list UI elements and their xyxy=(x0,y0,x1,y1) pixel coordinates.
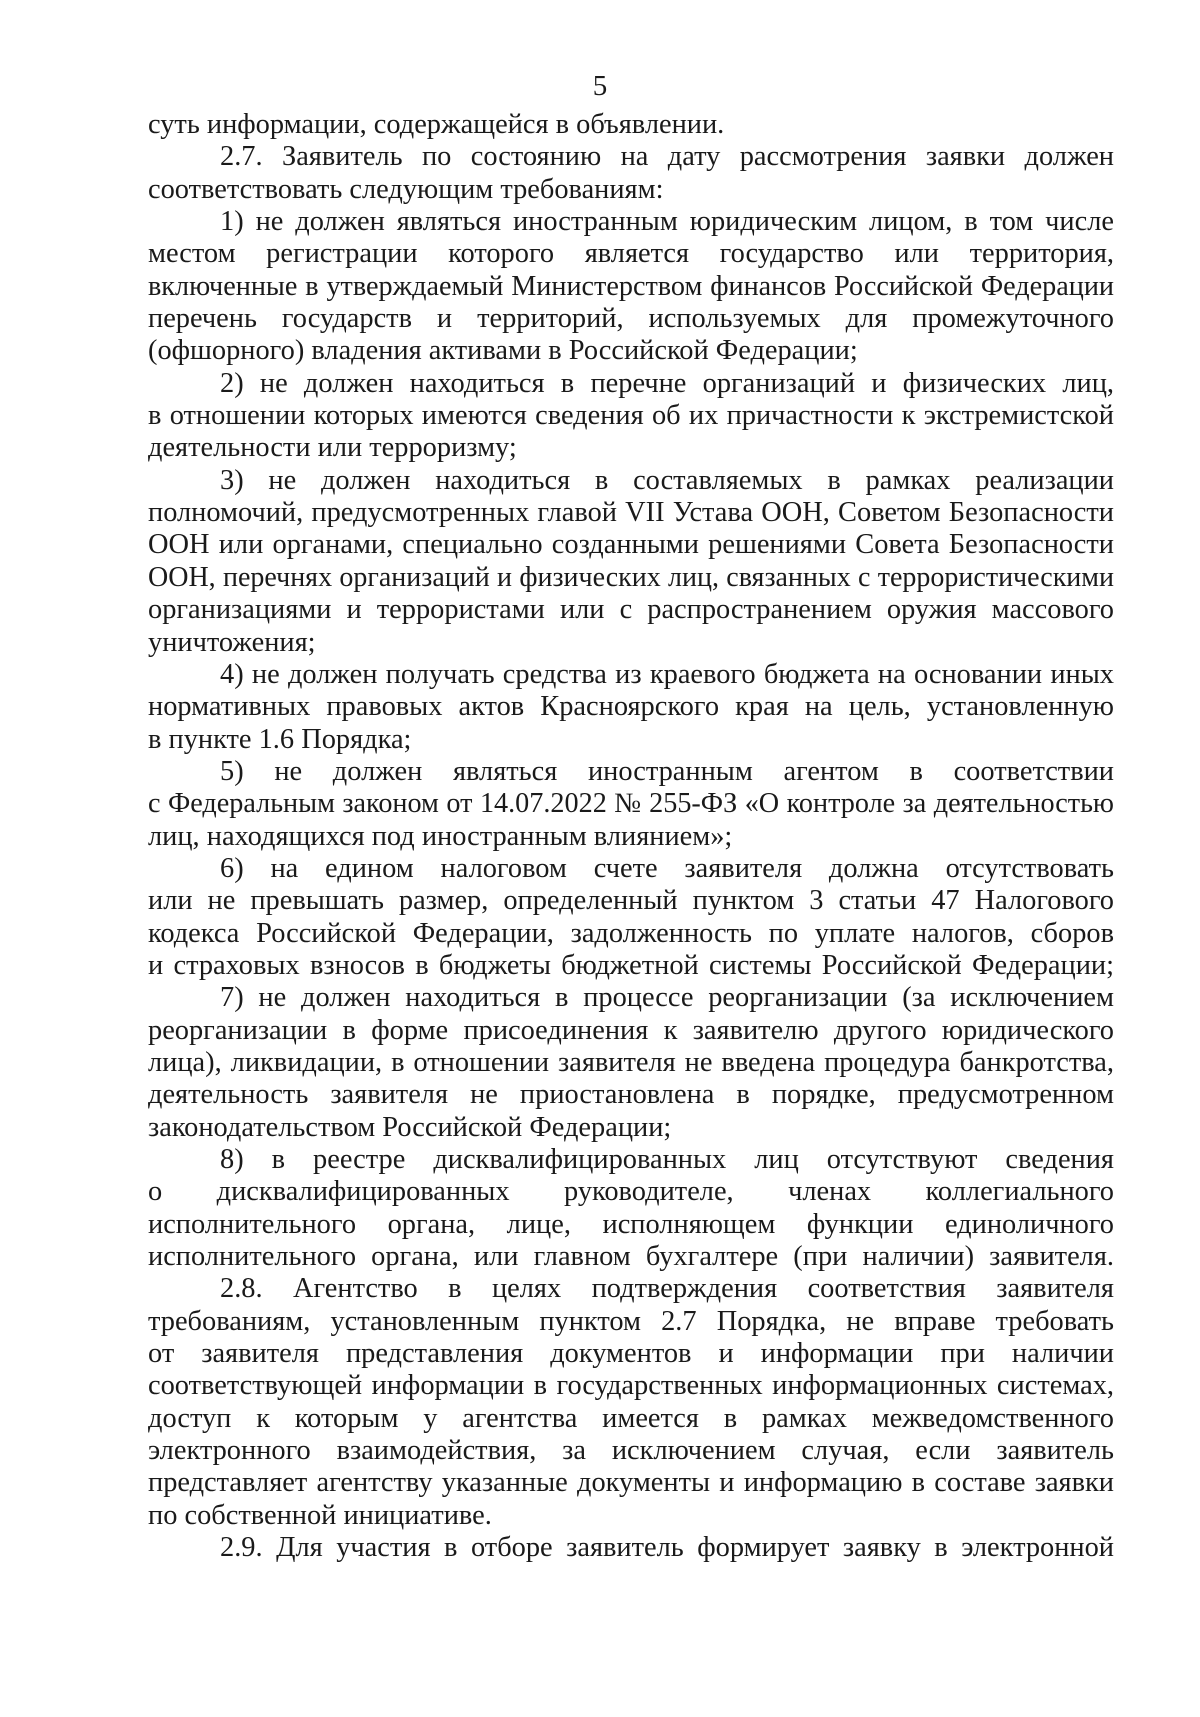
text-line: лиц, находящихся под иностранным влиянием»; xyxy=(148,820,733,852)
text-line: от заявителя представления документов и информации при наличии xyxy=(148,1338,1114,1370)
text-line: представляет агентству указанные документы и информацию в составе заявки xyxy=(148,1467,1114,1499)
text-line: 2.9. Для участия в отборе заявитель формирует заявку в электронной xyxy=(220,1532,1114,1564)
text-line: 5) не должен являться иностранным агентом в соответствии xyxy=(220,755,1114,787)
text-line: исполнительного органа, или главном бухгалтере (при наличии) заявителя. xyxy=(148,1241,1114,1273)
text-line: электронного взаимодействия, за исключением случая, если заявитель xyxy=(148,1435,1114,1467)
text-line: 2.8. Агентство в целях подтверждения соответствия заявителя xyxy=(220,1273,1114,1305)
text-line: ООН или органами, специально созданными решениями Совета Безопасности xyxy=(148,529,1114,561)
text-line: требованиям, установленным пунктом 2.7 Порядка, не вправе требовать xyxy=(148,1305,1114,1337)
text-line: включенные в утверждаемый Министерством финансов Российской Федерации xyxy=(148,270,1114,302)
text-line: деятельности или терроризму; xyxy=(148,432,517,464)
text-line: кодекса Российской Федерации, задолженность по уплате налогов, сборов xyxy=(148,917,1114,949)
text-line: в пункте 1.6 Порядка; xyxy=(148,723,412,755)
text-line: 2.7. Заявитель по состоянию на дату рассмотрения заявки должен xyxy=(220,141,1114,173)
text-line: или не превышать размер, определенный пунктом 3 статьи 47 Налогового xyxy=(148,885,1114,917)
text-line: организациями и террористами или с распространением оружия массового xyxy=(148,594,1114,626)
text-line: исполнительного органа, лице, исполняющем функции единоличного xyxy=(148,1208,1114,1240)
text-line: ООН, перечнях организаций и физических лиц, связанных с террористическими xyxy=(148,561,1114,593)
text-line: и страховых взносов в бюджеты бюджетной системы Российской Федерации; xyxy=(148,949,1114,981)
text-line: 1) не должен являться иностранным юридическим лицом, в том числе xyxy=(220,206,1114,238)
text-line: реорганизации в форме присоединения к заявителю другого юридического xyxy=(148,1014,1114,1046)
text-line: соответствовать следующим требованиям: xyxy=(148,173,664,205)
text-line: уничтожения; xyxy=(148,626,316,658)
text-line: в отношении которых имеются сведения об их причастности к экстремистской xyxy=(148,400,1114,432)
text-line: 8) в реестре дисквалифицированных лиц отсутствуют сведения xyxy=(220,1144,1114,1175)
text-line: о дисквалифицированных руководителе, членах коллегиального xyxy=(148,1176,1114,1208)
page-number: 5 xyxy=(592,70,608,102)
text-line: нормативных правовых актов Красноярского края на цель, установленную xyxy=(148,691,1114,723)
text-line: 7) не должен находиться в процессе реорганизации (за исключением xyxy=(220,982,1114,1014)
text-line: суть информации, содержащейся в объявлении. xyxy=(148,109,725,140)
text-line: 6) на едином налоговом счете заявителя должна отсутствовать xyxy=(220,852,1114,884)
text-line: 4) не должен получать средства из краевого бюджета на основании иных xyxy=(220,658,1114,690)
text-line: перечень государств и территорий, используемых для промежуточного xyxy=(148,303,1114,335)
text-line: деятельность заявителя не приостановлена в порядке, предусмотренном xyxy=(148,1079,1114,1111)
text-line: по собственной инициативе. xyxy=(148,1499,492,1531)
text-line: законодательством Российской Федерации; xyxy=(148,1111,672,1143)
text-line: 2) не должен находиться в перечне организаций и физических лиц, xyxy=(220,367,1114,399)
text-line: доступ к которым у агентства имеется в рамках межведомственного xyxy=(148,1402,1114,1434)
body-text xyxy=(148,109,1114,1564)
text-line: лица), ликвидации, в отношении заявителя не введена процедура банкротства, xyxy=(148,1046,1114,1078)
text-line: с Федеральным законом от 14.07.2022 № 255-ФЗ «О контроле за деятельностью xyxy=(148,788,1114,820)
text-line: полномочий, предусмотренных главой VII Устава ООН, Советом Безопасности xyxy=(148,497,1114,529)
text-line: 3) не должен находиться в составляемых в рамках реализации xyxy=(220,464,1114,496)
text-line: (офшорного) владения активами в Российской Федерации; xyxy=(148,335,858,367)
text-line: соответствующей информации в государственных информационных системах, xyxy=(148,1370,1114,1402)
text-line: местом регистрации которого является государство или территория, xyxy=(148,238,1114,270)
